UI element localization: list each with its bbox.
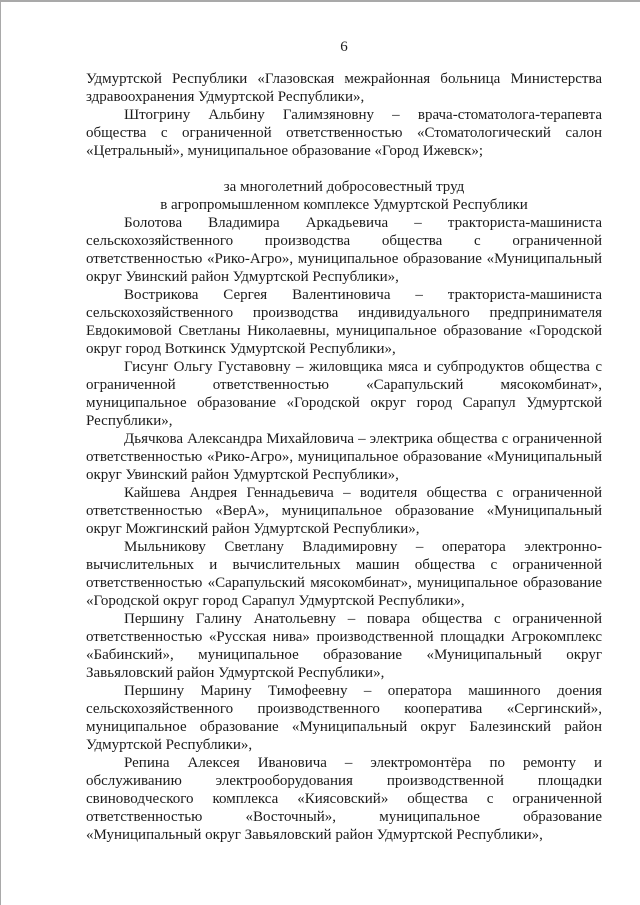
paragraph: Болотова Владимира Аркадьевича – тракториста-машиниста сельскохозяйственного производства общества с ограниченной ответственностью «Рико-Агро», муниципальное образование «Муниципальный округ Увинский район Удмуртской Республики», <box>86 215 602 285</box>
paragraph: Репина Алексея Ивановича – электромонтёра по ремонту и обслуживанию электрооборудования производственной площадки свиноводческого комплекса «Киясовский» общества с ограниченной ответственностью «Восточный», муниципальное образование «Муниципальный округ Завьяловский район Удмуртской Республики», <box>86 755 602 843</box>
paragraph: Удмуртской Республики «Глазовская межрайонная больница Министерства здравоохранения Удмуртской Республики», <box>86 71 602 105</box>
paragraph: Вострикова Сергея Валентиновича – тракториста-машиниста сельскохозяйственного производства индивидуального предпринимателя Евдокимовой Светланы Николаевны, муниципальное образование «Городской округ город Воткинск Удмуртской Республики», <box>86 287 602 357</box>
paragraph: Штогрину Альбину Галимзяновну – врача-стоматолога-терапевта общества с ограниченной ответственностью «Стоматологический салон «Цетральный», муниципальное образование «Город Ижевск»; <box>86 107 602 159</box>
section-heading-line: за многолетний добросовестный труд <box>223 179 465 195</box>
paragraph: Першину Галину Анатольевну – повара общества с ограниченной ответственностью «Русская нива» производственной площадки Агрокомплекс «Бабинский», муниципальное образование «Муниципальный округ Завьяловский район Удмуртской Республики», <box>86 611 602 681</box>
paragraph: Мыльникову Светлану Владимировну – оператора электронно-вычислительных и вычислительных машин общества с ограниченной ответственностью «Сарапульский мясокомбинат», муниципальное образование «Городской округ город Сарапул Удмуртской Республики», <box>86 539 602 609</box>
document-body <box>86 70 602 844</box>
paragraph: Першину Марину Тимофеевну – оператора машинного доения сельскохозяйственного производственного кооператива «Сергинский», муниципальное образование «Муниципальный округ Балезинский район Удмуртской Республики», <box>86 683 602 753</box>
paragraph: Гисунг Ольгу Густавовну – жиловщика мяса и субпродуктов общества с ограниченной ответственностью «Сарапульский мясокомбинат», муниципальное образование «Городской округ город Сарапул Удмуртской Республики», <box>86 359 602 429</box>
document-content <box>86 38 602 844</box>
page-number: 6 <box>340 39 348 55</box>
paragraph: Дьячкова Александра Михайловича – электрика общества с ограниченной ответственностью «Рико-Агро», муниципальное образование «Муниципальный округ Увинский район Удмуртской Республики», <box>86 431 602 483</box>
paragraph: Кайшева Андрея Геннадьевича – водителя общества с ограниченной ответственностью «ВерА», муниципальное образование «Муниципальный округ Можгинский район Удмуртской Республики», <box>86 485 602 537</box>
section-heading-line: в агропромышленном комплексе Удмуртской Республики <box>160 197 528 213</box>
